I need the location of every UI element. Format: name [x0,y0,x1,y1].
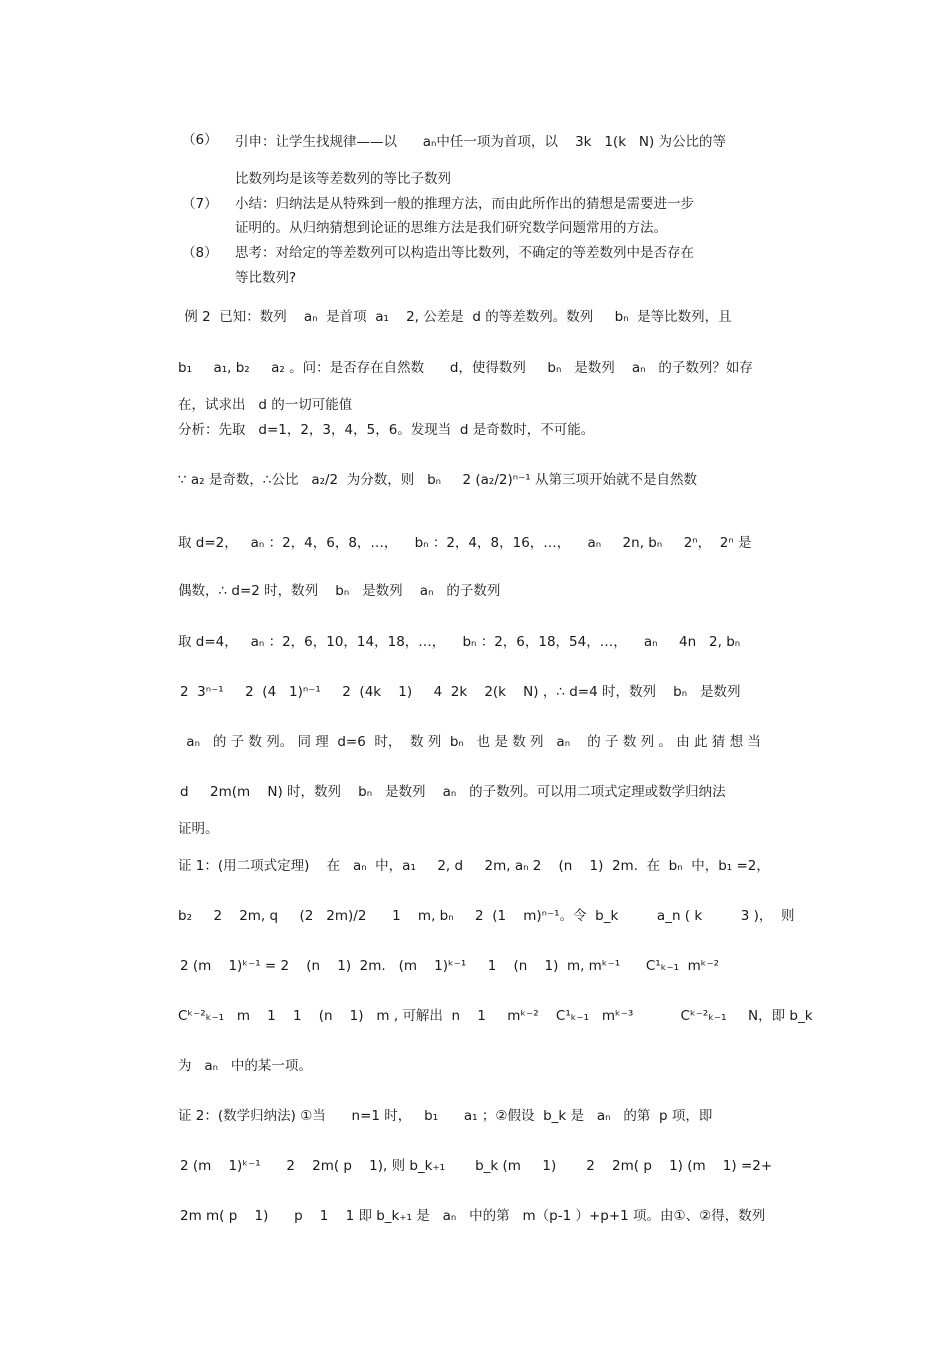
item-7-line-2: 证明的。从归纳猜想到论证的思维方法是我们研究数学问题常用的方法。 [235,220,667,236]
item-7-line-1: 小结：归纳法是从特殊到一般的推理方法，而由此所作出的猜想是需要进一步 [235,196,694,212]
item-8-line-1: 思考：对给定的等差数列可以构造出等比数列，不确定的等差数列中是否存在 [235,245,694,261]
proof-1-line-1: 证 1：(用二项式定理) 在 aₙ 中，a₁ 2, d 2m, aₙ 2 (n 1) 2m. 在 bₙ 中，b₁ =2， [178,858,770,874]
proof-2-line-3: 2m m( p 1) p 1 1 即 b_k₊₁ 是 aₙ 中的第 m（p-1 ）+p+1 项。由①、②得，数列 [180,1208,766,1224]
item-number-8: （8） [182,245,218,261]
question-line: b₁ a₁, b₂ a₂ 。问：是否存在自然数 d，使得数列 bₙ 是数列 aₙ 的子数列？如存 [178,360,753,376]
item-8-line-2: 等比数列? [235,270,297,286]
proof-word-line: 证明。 [178,821,219,837]
example-2-line: 例 2 已知：数列 aₙ 是首项 a₁ 2, 公差是 d 的等差数列。数列 bₙ 是等比数列，且 [180,309,732,325]
question-line-cont: 在，试求出 d 的一切可能值 [178,397,353,413]
item-number-6: （6） [182,132,218,148]
analysis-line: 分析：先取 d=1，2，3，4，5，6。发现当 d 是奇数时，不可能。 [178,422,595,438]
proof-2-line-1: 证 2：(数学归纳法) ①当 n=1 时， b₁ a₁ ；②假设 b_k 是 aₙ 的第 p 项，即 [178,1108,713,1124]
d4-line: 取 d=4， aₙ ：2，6，10，14，18，…， bₙ ：2，6，18，54，…， aₙ 4n 2, bₙ [178,634,741,650]
d6-line: aₙ 的 子 数 列。 同 理 d=6 时， 数 列 bₙ 也 是 数 列 aₙ 的 子 数 列 。 由 此 猜 想 当 [182,734,761,750]
proof-1-line-3: 2 (m 1)ᵏ⁻¹ = 2 (n 1) 2m. (m 1)ᵏ⁻¹ 1 (n 1) m, mᵏ⁻¹ C¹ₖ₋₁ mᵏ⁻² [180,958,720,974]
d2-line: 取 d=2， aₙ ：2，4，6，8，…， bₙ ：2，4，8，16，…， aₙ 2n, bₙ 2ⁿ， 2ⁿ 是 [178,535,752,551]
odd-case-line: ∵ a₂ 是奇数，∴公比 a₂/2 为分数，则 bₙ 2 (a₂/2)ⁿ⁻¹ 从第三项开始就不是自然数 [178,472,697,488]
d2-conclusion-line: 偶数，∴ d=2 时，数列 bₙ 是数列 aₙ 的子数列 [178,583,501,599]
d4-formula-line: 2 3ⁿ⁻¹ 2 (4 1)ⁿ⁻¹ 2 (4k 1) 4 2k 2(k N) ，∴ d=4 时，数列 bₙ 是数列 [180,684,741,700]
item-6-line-2: 比数列均是该等差数列的等比子数列 [235,171,451,187]
proof-2-line-2: 2 (m 1)ᵏ⁻¹ 2 2m( p 1), 则 b_k₊₁ b_k (m 1) 2 2m( p 1) (m 1) =2+ [180,1158,773,1174]
proof-1-line-2: b₂ 2 2m, q (2 2m)/2 1 m, bₙ 2 (1 m)ⁿ⁻¹。令 b_k a_n ( k 3 )， 则 [178,908,795,924]
item-number-7: （7） [182,196,218,212]
proof-1-line-4: Cᵏ⁻²ₖ₋₁ m 1 1 (n 1) m , 可解出 n 1 mᵏ⁻² C¹ₖ₋₁ mᵏ⁻³ Cᵏ⁻²ₖ₋₁ N，即 b_k [178,1008,813,1024]
proof-1-line-5: 为 aₙ 中的某一项。 [178,1058,312,1074]
item-6-line-1: 引申：让学生找规律——以 aₙ中任一项为首项，以 3k 1(k N) 为公比的等 [235,134,727,150]
conjecture-line: d 2m(m N) 时，数列 bₙ 是数列 aₙ 的子数列。可以用二项式定理或数学归纳法 [180,784,726,800]
